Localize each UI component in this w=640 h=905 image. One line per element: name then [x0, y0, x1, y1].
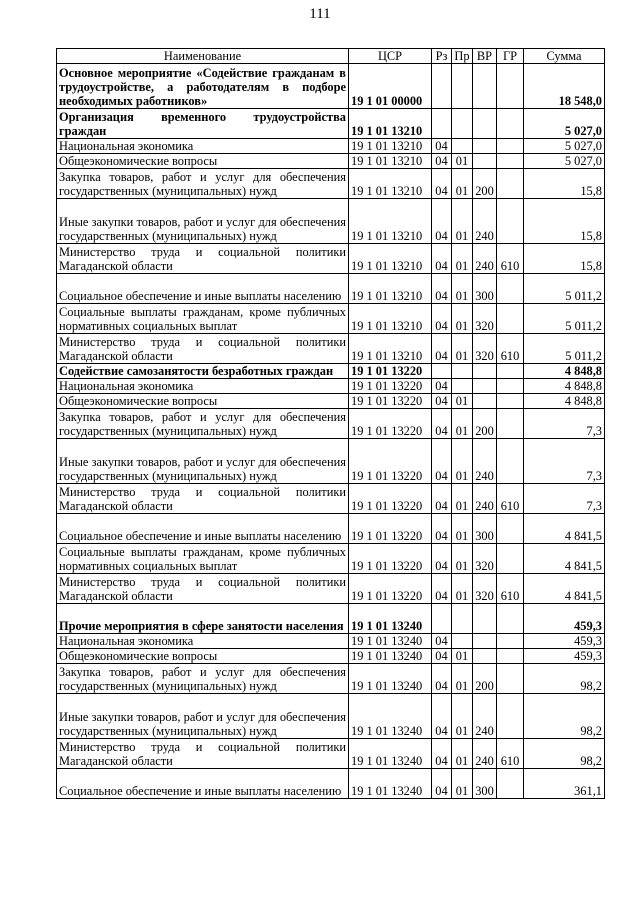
cell-gr: [497, 649, 524, 664]
cell-vr: [473, 139, 497, 154]
cell-vr: [473, 364, 497, 379]
cell-rz: 04: [432, 544, 452, 574]
cell-name: Социальное обеспечение и иные выплаты населению: [57, 514, 349, 544]
table-row: [57, 484, 605, 514]
table-row: [57, 379, 605, 394]
cell-sum: 4 848,8: [524, 394, 605, 409]
cell-name: Организация временного трудоустройства граждан: [57, 109, 349, 139]
cell-vr: 320: [473, 334, 497, 364]
cell-rz: 04: [432, 304, 452, 334]
cell-rz: [432, 64, 452, 109]
cell-rz: 04: [432, 649, 452, 664]
cell-csr: 19 1 01 13240: [349, 649, 432, 664]
cell-pr: [452, 364, 473, 379]
cell-sum: 7,3: [524, 409, 605, 439]
cell-vr: 240: [473, 694, 497, 739]
cell-pr: 01: [452, 304, 473, 334]
cell-rz: 04: [432, 409, 452, 439]
cell-csr: 19 1 01 13210: [349, 244, 432, 274]
cell-name: Национальная экономика: [57, 139, 349, 154]
cell-sum: 459,3: [524, 649, 605, 664]
cell-csr: 19 1 01 13210: [349, 109, 432, 139]
table-row: [57, 409, 605, 439]
cell-vr: [473, 64, 497, 109]
cell-rz: 04: [432, 274, 452, 304]
cell-gr: [497, 604, 524, 634]
cell-rz: 04: [432, 484, 452, 514]
cell-sum: 7,3: [524, 439, 605, 484]
header-sum: Сумма: [524, 49, 605, 64]
cell-name: Национальная экономика: [57, 379, 349, 394]
cell-vr: 320: [473, 304, 497, 334]
cell-name: Министерство труда и социальной политики Магаданской области: [57, 334, 349, 364]
cell-pr: 01: [452, 769, 473, 799]
cell-vr: 240: [473, 439, 497, 484]
cell-rz: 04: [432, 769, 452, 799]
cell-sum: 459,3: [524, 634, 605, 649]
cell-gr: [497, 514, 524, 544]
cell-gr: 610: [497, 484, 524, 514]
cell-csr: 19 1 01 13210: [349, 169, 432, 199]
cell-csr: 19 1 01 13210: [349, 304, 432, 334]
cell-name: Социальное обеспечение и иные выплаты населению: [57, 769, 349, 799]
cell-csr: 19 1 01 13210: [349, 274, 432, 304]
cell-gr: [497, 199, 524, 244]
cell-pr: 01: [452, 664, 473, 694]
cell-pr: 01: [452, 739, 473, 769]
cell-gr: [497, 439, 524, 484]
cell-gr: [497, 364, 524, 379]
cell-pr: 01: [452, 544, 473, 574]
cell-vr: 240: [473, 739, 497, 769]
cell-csr: 19 1 01 13210: [349, 199, 432, 244]
cell-sum: 5 027,0: [524, 154, 605, 169]
cell-vr: [473, 604, 497, 634]
cell-csr: 19 1 01 13240: [349, 769, 432, 799]
cell-pr: 01: [452, 394, 473, 409]
cell-rz: [432, 109, 452, 139]
cell-sum: 4 841,5: [524, 574, 605, 604]
table-row: [57, 769, 605, 799]
cell-name: Социальные выплаты гражданам, кроме публичных нормативных социальных выплат: [57, 544, 349, 574]
cell-pr: 01: [452, 484, 473, 514]
cell-pr: [452, 379, 473, 394]
cell-name: Министерство труда и социальной политики Магаданской области: [57, 574, 349, 604]
cell-name: Социальное обеспечение и иные выплаты населению: [57, 274, 349, 304]
table-row: [57, 694, 605, 739]
cell-gr: [497, 304, 524, 334]
cell-sum: 5 011,2: [524, 274, 605, 304]
page-number: 111: [309, 6, 331, 22]
cell-csr: 19 1 01 13240: [349, 604, 432, 634]
table-row: [57, 604, 605, 634]
cell-vr: 240: [473, 484, 497, 514]
cell-vr: [473, 394, 497, 409]
cell-vr: [473, 154, 497, 169]
header-gr: ГР: [497, 49, 524, 64]
header-pr: Пр: [452, 49, 473, 64]
cell-rz: 04: [432, 694, 452, 739]
cell-rz: 04: [432, 139, 452, 154]
cell-gr: 610: [497, 334, 524, 364]
cell-csr: 19 1 01 00000: [349, 64, 432, 109]
cell-sum: 18 548,0: [524, 64, 605, 109]
cell-pr: [452, 64, 473, 109]
cell-pr: 01: [452, 649, 473, 664]
cell-gr: [497, 634, 524, 649]
cell-name: Социальные выплаты гражданам, кроме публичных нормативных социальных выплат: [57, 304, 349, 334]
cell-gr: [497, 169, 524, 199]
cell-sum: 4 848,8: [524, 379, 605, 394]
table-row: [57, 109, 605, 139]
cell-vr: 300: [473, 769, 497, 799]
cell-vr: 300: [473, 514, 497, 544]
table-row: [57, 439, 605, 484]
cell-pr: 01: [452, 409, 473, 439]
cell-sum: 98,2: [524, 664, 605, 694]
table-row: [57, 514, 605, 544]
cell-csr: 19 1 01 13220: [349, 394, 432, 409]
cell-rz: 04: [432, 394, 452, 409]
table-row: [57, 334, 605, 364]
cell-name: Общеэкономические вопросы: [57, 394, 349, 409]
cell-rz: 04: [432, 574, 452, 604]
cell-gr: [497, 664, 524, 694]
cell-sum: 15,8: [524, 244, 605, 274]
cell-rz: [432, 364, 452, 379]
cell-sum: 98,2: [524, 694, 605, 739]
cell-pr: 01: [452, 439, 473, 484]
cell-vr: [473, 634, 497, 649]
cell-pr: 01: [452, 169, 473, 199]
cell-csr: 19 1 01 13210: [349, 334, 432, 364]
table-header-row: [57, 49, 605, 64]
cell-name: Министерство труда и социальной политики Магаданской области: [57, 484, 349, 514]
cell-pr: [452, 634, 473, 649]
cell-name: Содействие самозанятости безработных граждан: [57, 364, 349, 379]
cell-sum: 4 841,5: [524, 514, 605, 544]
cell-name: Закупка товаров, работ и услуг для обеспечения государственных (муниципальных) нужд: [57, 409, 349, 439]
table-row: [57, 304, 605, 334]
table-row: [57, 64, 605, 109]
cell-vr: 240: [473, 244, 497, 274]
table-row: [57, 169, 605, 199]
table-row: [57, 244, 605, 274]
cell-name: Национальная экономика: [57, 634, 349, 649]
cell-pr: [452, 139, 473, 154]
cell-sum: 98,2: [524, 739, 605, 769]
cell-rz: 04: [432, 154, 452, 169]
cell-sum: 5 027,0: [524, 139, 605, 154]
cell-csr: 19 1 01 13220: [349, 439, 432, 484]
cell-name: Иные закупки товаров, работ и услуг для обеспечения государственных (муниципальных) нужд: [57, 694, 349, 739]
cell-vr: 320: [473, 574, 497, 604]
cell-pr: [452, 109, 473, 139]
cell-vr: 200: [473, 409, 497, 439]
header-vr: ВР: [473, 49, 497, 64]
cell-csr: 19 1 01 13220: [349, 409, 432, 439]
cell-gr: 610: [497, 574, 524, 604]
cell-sum: 5 011,2: [524, 304, 605, 334]
cell-vr: 200: [473, 169, 497, 199]
cell-name: Министерство труда и социальной политики Магаданской области: [57, 739, 349, 769]
cell-gr: 610: [497, 739, 524, 769]
cell-gr: [497, 769, 524, 799]
cell-csr: 19 1 01 13240: [349, 664, 432, 694]
header-csr: ЦСР: [349, 49, 432, 64]
cell-gr: [497, 544, 524, 574]
cell-vr: [473, 109, 497, 139]
cell-pr: 01: [452, 154, 473, 169]
cell-pr: 01: [452, 694, 473, 739]
cell-rz: 04: [432, 439, 452, 484]
table-row: [57, 199, 605, 244]
table-row: [57, 634, 605, 649]
cell-gr: [497, 394, 524, 409]
cell-gr: [497, 154, 524, 169]
cell-sum: 7,3: [524, 484, 605, 514]
cell-csr: 19 1 01 13240: [349, 739, 432, 769]
cell-rz: 04: [432, 334, 452, 364]
table-row: [57, 544, 605, 574]
cell-csr: 19 1 01 13220: [349, 544, 432, 574]
cell-pr: 01: [452, 274, 473, 304]
cell-rz: 04: [432, 634, 452, 649]
cell-name: Иные закупки товаров, работ и услуг для обеспечения государственных (муниципальных) нужд: [57, 439, 349, 484]
header-name: Наименование: [57, 49, 349, 64]
cell-sum: 15,8: [524, 169, 605, 199]
cell-sum: 4 848,8: [524, 364, 605, 379]
cell-vr: [473, 649, 497, 664]
cell-vr: [473, 379, 497, 394]
cell-rz: 04: [432, 379, 452, 394]
cell-rz: 04: [432, 169, 452, 199]
cell-rz: [432, 604, 452, 634]
table-row: [57, 139, 605, 154]
cell-csr: 19 1 01 13210: [349, 139, 432, 154]
cell-pr: 01: [452, 334, 473, 364]
table-row: [57, 739, 605, 769]
budget-table: [56, 48, 605, 799]
cell-sum: 361,1: [524, 769, 605, 799]
cell-rz: 04: [432, 199, 452, 244]
cell-csr: 19 1 01 13220: [349, 379, 432, 394]
cell-name: Прочие мероприятия в сфере занятости населения: [57, 604, 349, 634]
cell-gr: [497, 379, 524, 394]
cell-gr: [497, 139, 524, 154]
table-body: [57, 64, 605, 799]
table-row: [57, 649, 605, 664]
cell-sum: 5 011,2: [524, 334, 605, 364]
cell-csr: 19 1 01 13220: [349, 484, 432, 514]
cell-sum: 15,8: [524, 199, 605, 244]
cell-vr: 200: [473, 664, 497, 694]
table-row: [57, 364, 605, 379]
cell-name: Общеэкономические вопросы: [57, 154, 349, 169]
cell-gr: [497, 409, 524, 439]
table-row: [57, 274, 605, 304]
table-row: [57, 664, 605, 694]
cell-rz: 04: [432, 244, 452, 274]
table-row: [57, 574, 605, 604]
cell-gr: 610: [497, 244, 524, 274]
cell-vr: 320: [473, 544, 497, 574]
cell-pr: 01: [452, 514, 473, 544]
cell-name: Общеэкономические вопросы: [57, 649, 349, 664]
cell-vr: 240: [473, 199, 497, 244]
cell-gr: [497, 274, 524, 304]
cell-sum: 4 841,5: [524, 544, 605, 574]
cell-pr: 01: [452, 199, 473, 244]
table-row: [57, 394, 605, 409]
cell-name: Закупка товаров, работ и услуг для обеспечения государственных (муниципальных) нужд: [57, 664, 349, 694]
cell-rz: 04: [432, 739, 452, 769]
cell-name: Иные закупки товаров, работ и услуг для обеспечения государственных (муниципальных) нужд: [57, 199, 349, 244]
cell-sum: 459,3: [524, 604, 605, 634]
cell-gr: [497, 64, 524, 109]
cell-csr: 19 1 01 13210: [349, 154, 432, 169]
cell-name: Министерство труда и социальной политики Магаданской области: [57, 244, 349, 274]
cell-csr: 19 1 01 13240: [349, 634, 432, 649]
cell-gr: [497, 109, 524, 139]
cell-pr: 01: [452, 574, 473, 604]
cell-name: Закупка товаров, работ и услуг для обеспечения государственных (муниципальных) нужд: [57, 169, 349, 199]
cell-rz: 04: [432, 514, 452, 544]
table-row: [57, 154, 605, 169]
cell-csr: 19 1 01 13220: [349, 574, 432, 604]
cell-rz: 04: [432, 664, 452, 694]
cell-csr: 19 1 01 13240: [349, 694, 432, 739]
cell-vr: 300: [473, 274, 497, 304]
cell-sum: 5 027,0: [524, 109, 605, 139]
cell-csr: 19 1 01 13220: [349, 514, 432, 544]
header-rz: Рз: [432, 49, 452, 64]
cell-csr: 19 1 01 13220: [349, 364, 432, 379]
cell-pr: [452, 604, 473, 634]
cell-name: Основное мероприятие «Содействие гражданам в трудоустройстве, а работодателям в подборе необходимых работников»: [57, 64, 349, 109]
cell-gr: [497, 694, 524, 739]
cell-pr: 01: [452, 244, 473, 274]
